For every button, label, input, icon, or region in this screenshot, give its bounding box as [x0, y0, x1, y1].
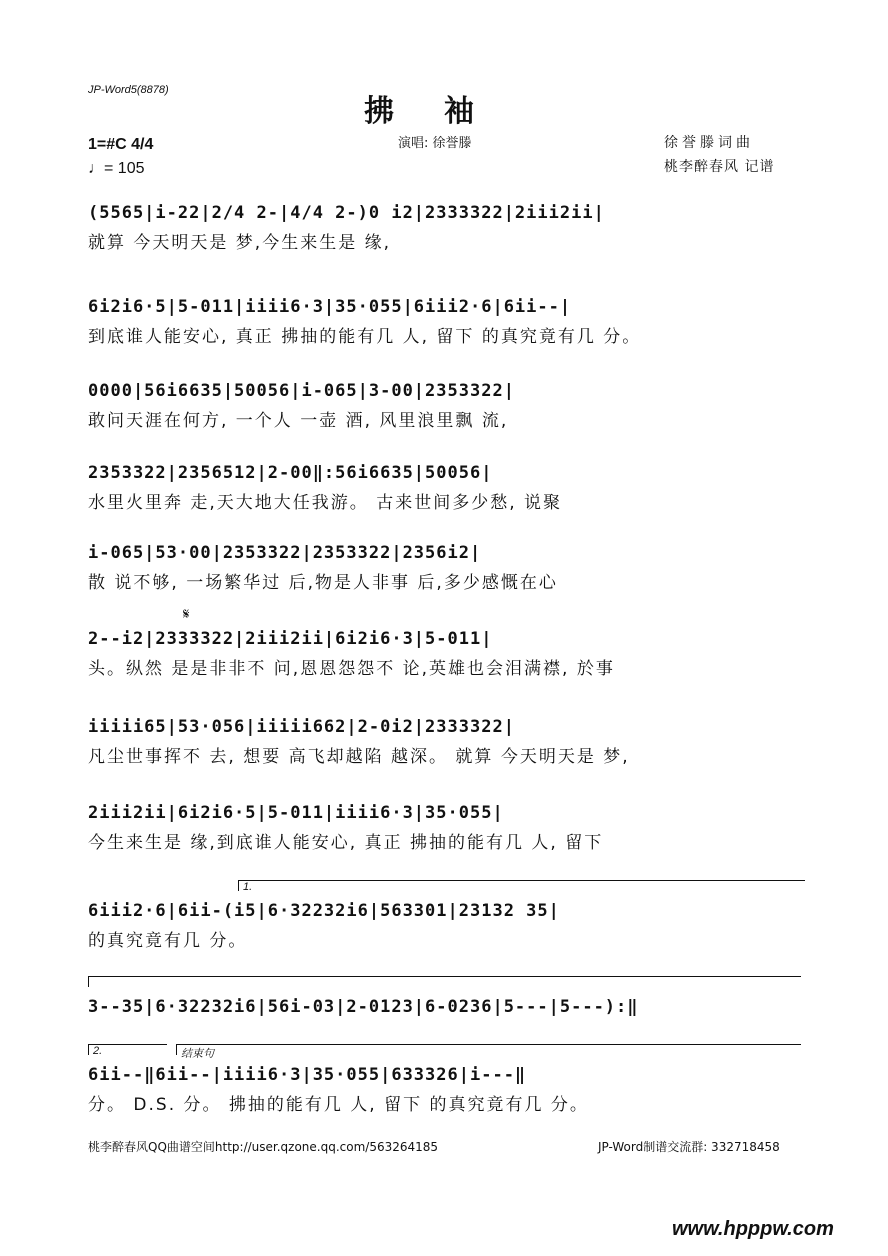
notation-line: i-065|53·00|2353322|2353322|2356i2| — [88, 543, 482, 563]
second-ending-bracket — [88, 1044, 167, 1055]
notation-line: 6i2i6·5|5-011|iiii6·3|35·055|6iii2·6|6ii--| — [88, 297, 572, 317]
notation-line: iiiii65|53·056|iiiii662|2-0i2|2333322| — [88, 717, 515, 737]
lyric-line: 的真究竟有几 分。 — [88, 931, 248, 951]
lyric-line: 到底谁人能安心, 真正 拂抽的能有几 人, 留下 的真究竟有几 分。 — [88, 327, 642, 347]
score-system-7 — [88, 714, 806, 770]
singer-credit: 演唱: 徐誉滕 — [398, 136, 472, 151]
lyric-line: 凡尘世事挥不 去, 想要 高飞却越陷 越深。 就算 今天明天是 梦, — [88, 747, 630, 767]
lyric-line: 头。纵然 是是非非不 问,恩恩怨怨不 论,英雄也会泪满襟, 於事 — [88, 659, 615, 679]
score-system-8 — [88, 800, 806, 856]
lyric-line: 分。 D.S. 分。 拂抽的能有几 人, 留下 的真究竟有几 分。 — [88, 1095, 589, 1115]
first-ending-continuation — [88, 976, 801, 987]
notation-line: 2--i2|2333322|2iii2ii|6i2i6·3|5-011| — [88, 629, 493, 649]
composer-credit: 徐誉滕词曲 — [664, 135, 754, 151]
lyric-line: 散 说不够, 一场繁华过 后,物是人非事 后,多少感慨在心 — [88, 573, 558, 593]
segno-sign: 𝄋 — [183, 605, 190, 623]
score-system-9 — [88, 898, 806, 954]
lyric-line: 水里火里奔 走,天大地大任我游。 古来世间多少愁, 说聚 — [88, 493, 563, 513]
lyric-line: 敢问天涯在何方, 一个人 一壶 酒, 风里浪里飘 流, — [88, 411, 509, 431]
tempo-marking: ♩= 105 — [88, 160, 145, 177]
notation-line: 6iii2·6|6ii-(i5|6·32232i6|563301|23132 35| — [88, 901, 560, 921]
score-system-4 — [88, 460, 806, 516]
score-system-3 — [88, 378, 806, 434]
score-system-2 — [88, 294, 806, 350]
footer-group-info: JP-Word制谱交流群: 332718458 — [598, 1140, 780, 1154]
score-system-10 — [88, 994, 806, 1020]
notation-line: 2353322|2356512|2-00‖:56i6635|50056| — [88, 463, 493, 483]
site-watermark: www.hpppw.com — [672, 1218, 834, 1240]
key-signature: 1=#C 4/4 — [88, 136, 154, 153]
lyric-line: 就算 今天明天是 梦,今生来生是 缘, — [88, 233, 392, 253]
notation-line: 6ii--‖6ii--|iiii6·3|35·055|633326|i---‖ — [88, 1065, 527, 1085]
footer-source-link: 桃李醉春风QQ曲谱空间http://user.qzone.qq.com/563264185 — [88, 1140, 439, 1154]
coda-bracket — [176, 1044, 801, 1060]
song-title: 拂袖 — [364, 94, 524, 129]
notation-line: 0000|56i6635|50056|i-065|3-00|2353322| — [88, 381, 515, 401]
notation-line: 2iii2ii|6i2i6·5|5-011|iiii6·3|35·055| — [88, 803, 504, 823]
score-system-6 — [88, 626, 806, 682]
notation-credit: 桃李醉春风 记谱 — [664, 159, 775, 175]
first-ending-label: 1. — [243, 881, 253, 893]
software-label: JP-Word5(8878) — [88, 84, 169, 96]
notation-line: (5565|i-22|2/4 2-|4/4 2-)0 i2|2333322|2iii2ii| — [88, 203, 605, 223]
score-system-1 — [88, 200, 806, 256]
notation-line: 3--35|6·32232i6|56i-03|2-0123|6-0236|5---|5---):‖ — [88, 997, 639, 1017]
second-ending-label: 2. — [93, 1045, 103, 1057]
coda-label: 结束句 — [181, 1048, 214, 1060]
score-system-11 — [88, 1062, 806, 1118]
score-system-5 — [88, 540, 806, 596]
first-ending-bracket — [238, 880, 805, 891]
lyric-line: 今生来生是 缘,到底谁人能安心, 真正 拂抽的能有几 人, 留下 — [88, 833, 604, 853]
